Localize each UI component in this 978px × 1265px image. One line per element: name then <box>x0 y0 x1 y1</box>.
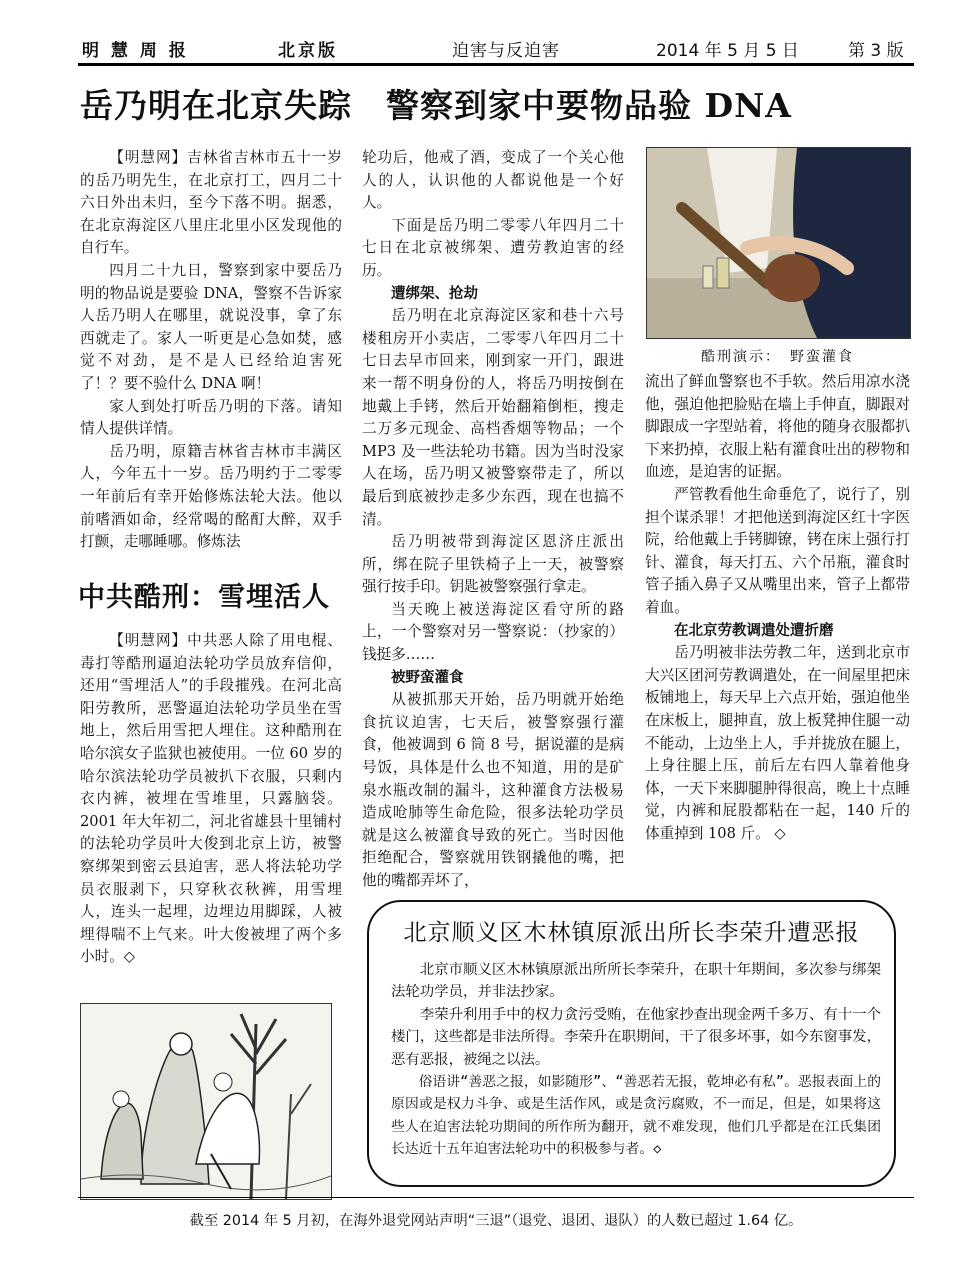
article2-headline: 中共酷刑：雪埋活人 <box>78 582 330 613</box>
torture-demo-photo <box>646 147 911 339</box>
paragraph: 俗语讲“善恶之报，如影随形”、“善恶若无报，乾坤必有私”。恶报表面上的原因或是权力斗争、或是生活作风，或是贪污腐败，不一而足，但是，如果将这些人在迫害法轮功期间的所作所为翻开，就不难发现，他们几乎都是在江氏集团长达近十五年迫害法轮功中的积极参与者。◇ <box>391 1074 881 1158</box>
page-number: 第 3 版 <box>848 41 904 61</box>
subheading-abduction: 遭绑架、抢劫 <box>391 285 478 302</box>
issue-date: 2014 年 5 月 5 日 <box>656 41 799 61</box>
edition-label: 北京版 <box>278 41 338 61</box>
paragraph: 家人到处打听岳乃明的下落。请知情人提供详情。 <box>80 397 342 438</box>
paragraph: 四月二十九日，警察到家中要岳乃明的物品说是要验 DNA，警察不告诉家人岳乃明人在哪里，就说没事，拿了东西就走了。家人一听更是心急如焚，感觉不对劲，是不是人已经给迫害死了！？要不验什么 DNA 啊！ <box>80 261 342 392</box>
retribution-news-box <box>367 900 896 1187</box>
paragraph: 轮功后，他戒了酒，变成了一个关心他人的人，认识他的人都说他是一个好人。 <box>362 149 624 212</box>
paragraph: 北京市顺义区木林镇原派出所所长李荣升，在职十年期间，多次参与绑架法轮功学员，并非法抄家。 <box>391 962 881 1001</box>
paper-name: 明 慧 周 报 <box>82 41 189 61</box>
paragraph: 李荣升利用手中的权力贪污受贿，在他家抄查出现金两千多万、有十一个楼门，这些都是非法所得。李荣升在职期间，干了很多坏事，如今东窗事发，恶有恶报，被绳之以法。 <box>391 1006 881 1068</box>
paragraph: 岳乃明被非法劳教二年，送到北京市大兴区团河劳教调遣处，在一间屋里把床板铺地上，每天早上六点开始，强迫他坐在床板上，腿抻直，放上板凳抻住腿一动不能动，上边坐上人，手并拢放在腿上，上身往腿上压，前后左右四人靠着他身体，一天下来脚腿肿得很高，晚上十点睡觉，内裤和屁股都粘在一起，140 斤的体重掉到 108 斤。 ◇ <box>645 644 910 842</box>
subheading-force-feeding: 被野蛮灌食 <box>391 669 464 686</box>
footer-rule <box>78 1197 914 1198</box>
paragraph: 流出了鲜血警察也不手软。然后用凉水浇他，强迫他把脸贴在墙上手伸直，脚跟对脚跟成一字型站着，将他的随身衣服都扒下来扔掉，衣服上粘有灌食吐出的秽物和血迹，是迫害的证据。 <box>645 373 910 481</box>
article3-headline: 北京顺义区木林镇原派出所长李荣升遭恶报 <box>403 920 860 946</box>
paragraph: 下面是岳乃明二零零八年四月二十七日在北京被绑架、遭劳教迫害的经历。 <box>362 216 624 279</box>
paragraph: 岳乃明被带到海淀区恩济庄派出所，绑在院子里铁椅子上一天，被警察强行按手印。钥匙被警察强行拿走。 <box>362 533 624 596</box>
header-rule <box>78 63 914 66</box>
paragraph: 【明慧网】中共恶人除了用电棍、毒打等酷刑逼迫法轮功学员放弃信仰，还用“雪埋活人”的手段摧残。在河北高阳劳教所，恶警逼迫法轮功学员坐在雪地上，然后用雪把人埋住。这种酷刑在哈尔滨女子监狱也被使用。一位 60 岁的哈尔滨法轮功学员被扒下衣服，只剩内衣内裤，被埋在雪堆里，只露脑袋。2001 年大年初二，河北省雄县十里铺村的法轮功学员叶大俊到北京上访，被警察绑架到密云县迫害，恶人将法轮功学员衣服剥下，只穿秋衣秋裤，用雪埋人，连头一起埋，边埋边用脚踩，人被埋得喘不上气来。叶大俊被埋了两个多小时。◇ <box>80 632 342 966</box>
article2-body <box>80 630 342 969</box>
page-header <box>80 36 912 60</box>
paragraph: 严管教看他生命垂危了，说行了，别担个谋杀罪！才把他送到海淀区红十字医院，给他戴上手铐脚镣，铐在床上强行打针、灌食，每天打五、六个吊瓶，灌食时管子插入鼻子又从嘴里出来，管子上都带着血。 <box>645 485 910 616</box>
article1-column-3 <box>645 371 910 845</box>
subheading-labor-camp: 在北京劳教调遣处遭折磨 <box>674 622 834 639</box>
torture-demo-photo-svg <box>647 148 910 338</box>
article3-body <box>391 959 881 1161</box>
snow-burial-illustration-svg <box>81 1004 331 1199</box>
paragraph: 从被抓那天开始，岳乃明就开始绝食抗议迫害，七天后，被警察强行灌食，他被调到 6 筒 8 号，据说灌的是病号饭，具体是什么也不知道，用的是矿泉水瓶改制的漏斗，这种灌食方法极易造成呛肺等生命危险，很多法轮功学员就是这么被灌食导致的死亡。当时因他拒绝配合，警察就用铁钢撬他的嘴，把他的嘴都弄坏了， <box>362 691 624 889</box>
article1-column-2 <box>362 147 624 893</box>
section-topic: 迫害与反迫害 <box>452 41 560 61</box>
paragraph: 岳乃明，原籍吉林省吉林市丰满区人，今年五十一岁。岳乃明约于二零零一年前后有幸开始修炼法轮大法。他以前嗜酒如命，经常喝的酩酊大醉，双手打颤，走哪睡哪。修炼法 <box>80 442 342 551</box>
photo-caption: 酷刑演示： 野蛮灌食 <box>701 349 854 365</box>
article1-column-1 <box>80 147 342 554</box>
paragraph: 当天晚上被送海淀区看守所的路上，一个警察对另一警察说：（抄家的）钱挺多…… <box>362 600 624 664</box>
paragraph: 岳乃明在北京海淀区家和巷十六号楼租房开小卖店，二零零八年四月二十七日去早市回来，刚到家一开门，跟进来一帮不明身份的人，将岳乃明按倒在地戴上手铐，然后开始翻箱倒柜，搜走二万多元现金、高档香烟等物品；一个 MP3 及一些法轮功书籍。因为当时没家人在场，岳乃明又被警察带走了，所以最后到底被抄走多少东西，现在也搞不清。 <box>362 307 624 528</box>
paragraph: 【明慧网】吉林省吉林市五十一岁的岳乃明先生，在北京打工，四月二十六日外出未归，至今下落不明。据悉，在北京海淀区八里庄北里小区发现他的自行车。 <box>80 149 342 257</box>
footer-note: 截至 2014 年 5 月初，在海外退党网站声明“三退”（退党、退团、退队）的人数已超过 1.64 亿。 <box>189 1213 803 1229</box>
snow-burial-illustration <box>80 1003 332 1200</box>
article1-headline: 岳乃明在北京失踪 警察到家中要物品验 DNA <box>80 86 792 125</box>
